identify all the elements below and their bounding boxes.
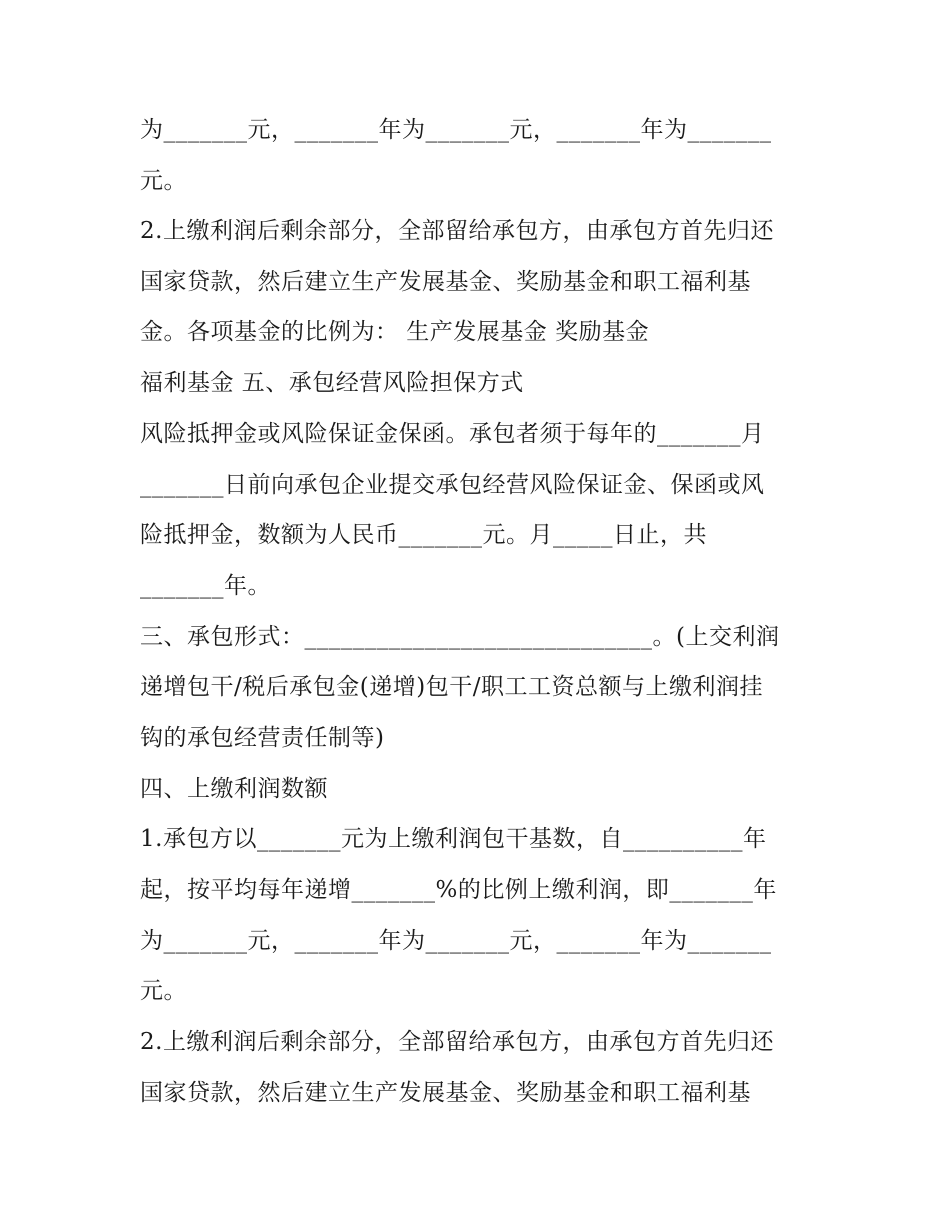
- text-line: 起，按平均每年递增_______%的比例上缴利润，即_______年: [140, 877, 777, 903]
- text-line: 2.上缴利润后剩余部分，全部留给承包方，由承包方首先归还: [140, 1029, 774, 1055]
- text-line: 险抵押金，数额为人民币_______元。月_____日止，共: [140, 522, 707, 548]
- text-line: 风险抵押金或风险保证金保函。承包者须于每年的_______月: [140, 421, 765, 447]
- text-line: 元。: [140, 168, 187, 194]
- text-line: 金。各项基金的比例为： 生产发展基金 奖励基金: [140, 319, 650, 345]
- text-line: 递增包干/税后承包金(递增)包干/职工工资总额与上缴利润挂: [140, 674, 763, 700]
- text-line: 国家贷款，然后建立生产发展基金、奖励基金和职工福利基: [140, 269, 751, 295]
- section-heading: 四、上缴利润数额: [140, 776, 328, 802]
- text-line: 1.承包方以_______元为上缴利润包干基数，自__________年: [140, 826, 767, 852]
- text-line: 福利基金 五、承包经营风险担保方式: [140, 370, 524, 396]
- section-heading: 三、承包形式：_____________________________。(上交利润: [140, 624, 780, 650]
- text-line: 为_______元，_______年为_______元，_______年为_______: [140, 928, 772, 954]
- text-line: _______年。: [140, 573, 271, 599]
- text-line: _______日前向承包企业提交承包经营风险保证金、保函或风: [140, 472, 765, 498]
- text-line: 国家贷款，然后建立生产发展基金、奖励基金和职工福利基: [140, 1080, 751, 1106]
- text-line: 为_______元，_______年为_______元，_______年为_______: [140, 117, 772, 143]
- text-line: 元。: [140, 978, 187, 1004]
- text-line: 钩的承包经营责任制等): [140, 725, 385, 751]
- text-line: 2.上缴利润后剩余部分，全部留给承包方，由承包方首先归还: [140, 218, 774, 244]
